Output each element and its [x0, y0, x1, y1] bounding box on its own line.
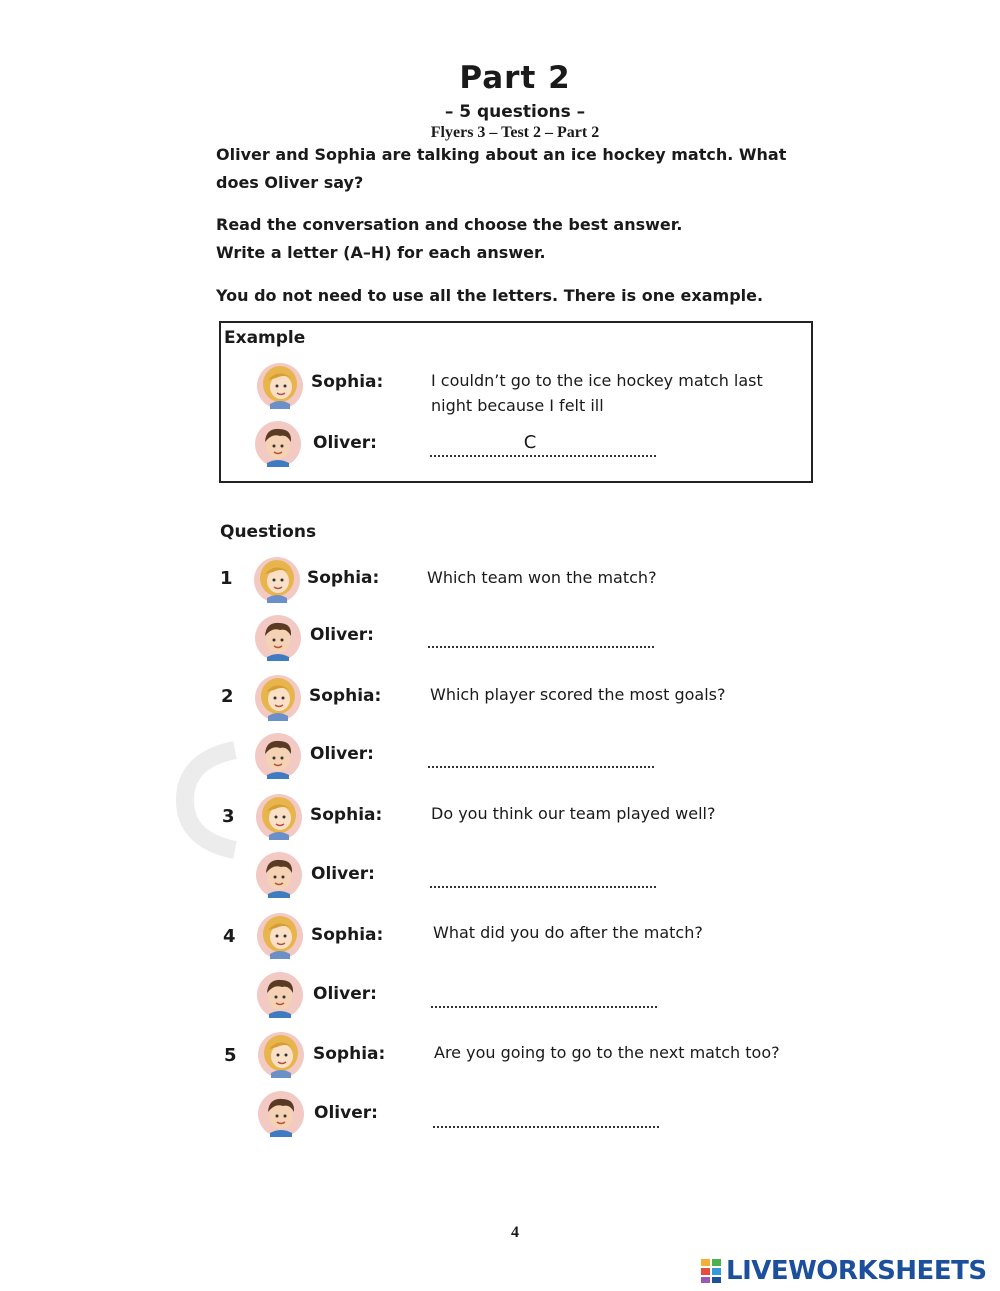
- page-number: 4: [511, 1224, 519, 1241]
- brand-logo: [700, 1256, 987, 1286]
- instruction-write-line: Write a letter (A–H) for each answer.: [216, 243, 546, 262]
- question-number-1: 1: [220, 568, 233, 589]
- example-oliver-name: Oliver:: [313, 433, 377, 453]
- sophia-avatar-icon: [256, 912, 304, 960]
- question-2-sophia-name: Sophia:: [309, 686, 382, 706]
- question-5-sophia-text: Are you going to go to the next match too?: [434, 1043, 780, 1062]
- instruction-note: You do not need to use all the letters. There is one example.: [216, 286, 764, 305]
- question-2-oliver-name: Oliver:: [310, 744, 374, 764]
- brand-name: LIVEWORKSHEETS: [726, 1256, 987, 1286]
- sophia-avatar-icon: [255, 793, 303, 841]
- question-4-oliver-name: Oliver:: [313, 984, 377, 1004]
- question-4-answer-line[interactable]: [431, 988, 657, 1008]
- question-4-sophia-text: What did you do after the match?: [433, 923, 703, 942]
- example-label: Example: [224, 328, 306, 348]
- instruction-intro-line2: does Oliver say?: [216, 173, 364, 192]
- question-3-sophia-text: Do you think our team played well?: [431, 804, 716, 823]
- question-count: – 5 questions –: [444, 102, 586, 122]
- question-5-answer-line[interactable]: [433, 1108, 659, 1128]
- watermark-logo-icon: [175, 740, 245, 860]
- test-source: Flyers 3 – Test 2 – Part 2: [430, 124, 600, 141]
- question-2-sophia-text: Which player scored the most goals?: [430, 685, 726, 704]
- instruction-read-line: Read the conversation and choose the best answer.: [216, 215, 683, 234]
- oliver-avatar-icon: [255, 851, 303, 899]
- instruction-intro-line1: Oliver and Sophia are talking about an ice hockey match. What: [216, 145, 787, 164]
- question-1-sophia-text: Which team won the match?: [427, 568, 657, 587]
- instruction-read: [216, 211, 816, 267]
- sophia-avatar-icon: [256, 362, 304, 410]
- question-4-sophia-name: Sophia:: [311, 925, 384, 945]
- oliver-avatar-icon: [254, 732, 302, 780]
- oliver-avatar-icon: [254, 614, 302, 662]
- example-answer-letter: C: [523, 432, 537, 453]
- question-5-sophia-name: Sophia:: [313, 1044, 386, 1064]
- example-sophia-text-line1: I couldn’t go to the ice hockey match last: [431, 371, 763, 390]
- questions-label: Questions: [220, 522, 317, 542]
- question-3-oliver-name: Oliver:: [311, 864, 375, 884]
- liveworksheets-logo-icon: [700, 1258, 722, 1284]
- instruction-intro: [216, 141, 816, 197]
- question-3-sophia-name: Sophia:: [310, 805, 383, 825]
- page-title: Part 2: [459, 60, 571, 96]
- sophia-avatar-icon: [253, 556, 301, 604]
- sophia-avatar-icon: [254, 674, 302, 722]
- question-number-4: 4: [223, 926, 236, 947]
- question-number-5: 5: [224, 1045, 237, 1066]
- question-2-answer-line[interactable]: [428, 748, 654, 768]
- question-5-oliver-name: Oliver:: [314, 1103, 378, 1123]
- question-number-2: 2: [221, 686, 234, 707]
- question-1-oliver-name: Oliver:: [310, 625, 374, 645]
- question-1-answer-line[interactable]: [428, 628, 654, 648]
- oliver-avatar-icon: [256, 971, 304, 1019]
- sophia-avatar-icon: [257, 1031, 305, 1079]
- example-sophia-text-line2: night because I felt ill: [431, 396, 604, 415]
- question-1-sophia-name: Sophia:: [307, 568, 380, 588]
- oliver-avatar-icon: [254, 420, 302, 468]
- example-sophia-name: Sophia:: [311, 372, 384, 392]
- example-sophia-text: [431, 368, 763, 418]
- question-number-3: 3: [222, 806, 235, 827]
- oliver-avatar-icon: [257, 1090, 305, 1138]
- question-3-answer-line[interactable]: [430, 868, 656, 888]
